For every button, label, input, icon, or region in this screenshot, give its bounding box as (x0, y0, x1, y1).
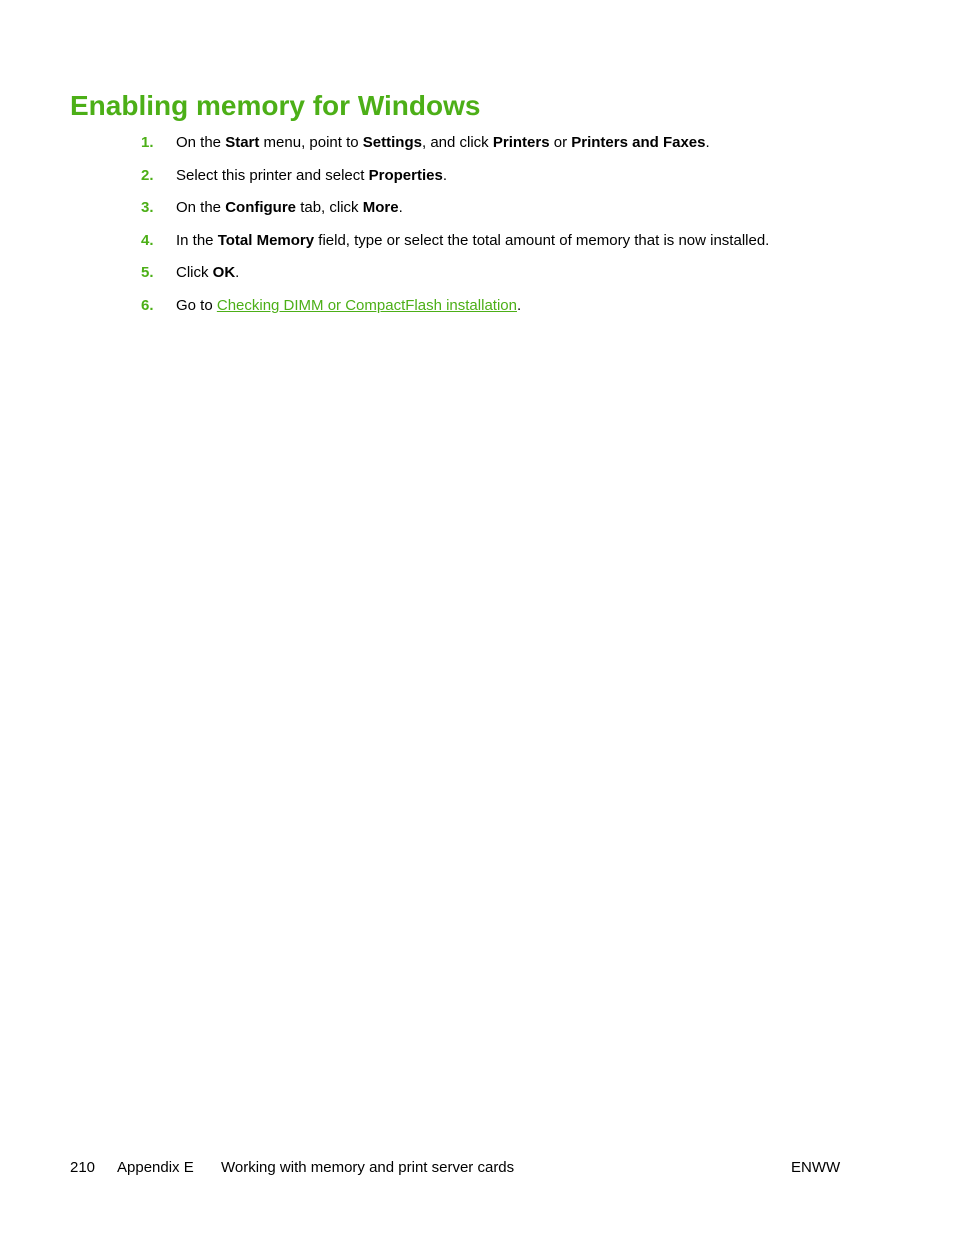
text-run: field, type or select the total amount of memory that is now installed. (314, 231, 770, 249)
step-number: 3. (141, 199, 154, 217)
page-title: Enabling memory for Windows (70, 90, 481, 121)
list-item (0, 262, 954, 295)
page-footer (0, 1157, 954, 1179)
step-number: 5. (141, 264, 154, 282)
text-run: , and click (421, 134, 493, 151)
text-run: Go to (176, 296, 217, 314)
text-run: In the (176, 231, 218, 249)
text-run: . (516, 296, 522, 314)
list-item (0, 230, 954, 263)
text-run: . (398, 199, 403, 217)
step-text (176, 165, 447, 187)
ui-term-ok: OK (212, 264, 236, 282)
text-run: . (705, 134, 710, 151)
step-number: 2. (141, 166, 154, 184)
ui-term-properties: Properties (368, 166, 443, 184)
list-item (0, 165, 954, 198)
text-run: or (549, 134, 572, 151)
step-number: 1. (141, 134, 154, 151)
text-run: . (442, 166, 447, 184)
footer-page-number: 210 (70, 1159, 96, 1176)
footer-appendix: Appendix E (117, 1159, 194, 1176)
text-run: Select this printer and select (176, 166, 369, 184)
ui-term-total-memory: Total Memory (217, 231, 315, 249)
ui-term-start: Start (225, 134, 260, 151)
ui-term-printers-and-faxes: Printers and Faxes (571, 134, 706, 151)
list-item (0, 132, 954, 165)
step-text (176, 197, 403, 219)
list-item (0, 197, 954, 230)
footer-doc-code: ENWW (791, 1159, 841, 1176)
ui-term-more: More (362, 199, 399, 217)
ui-term-settings: Settings (362, 134, 422, 151)
footer-chapter-title: Working with memory and print server cards (221, 1159, 515, 1176)
step-text (176, 132, 710, 154)
text-run: Click (176, 264, 213, 282)
step-text (176, 230, 769, 252)
ui-term-printers: Printers (492, 134, 550, 151)
steps-list (0, 132, 954, 328)
ui-term-configure: Configure (225, 199, 297, 217)
step-number: 4. (141, 231, 154, 249)
step-number: 6. (141, 296, 154, 314)
text-run: On the (176, 199, 226, 217)
text-run: tab, click (296, 199, 363, 217)
text-run: . (235, 264, 240, 282)
step-text (176, 262, 239, 284)
step-text (176, 295, 521, 317)
list-item (0, 295, 954, 328)
text-run: On the (176, 134, 226, 151)
text-run: menu, point to (259, 134, 363, 151)
checking-dimm-link[interactable]: Checking DIMM or CompactFlash installation (216, 296, 517, 314)
